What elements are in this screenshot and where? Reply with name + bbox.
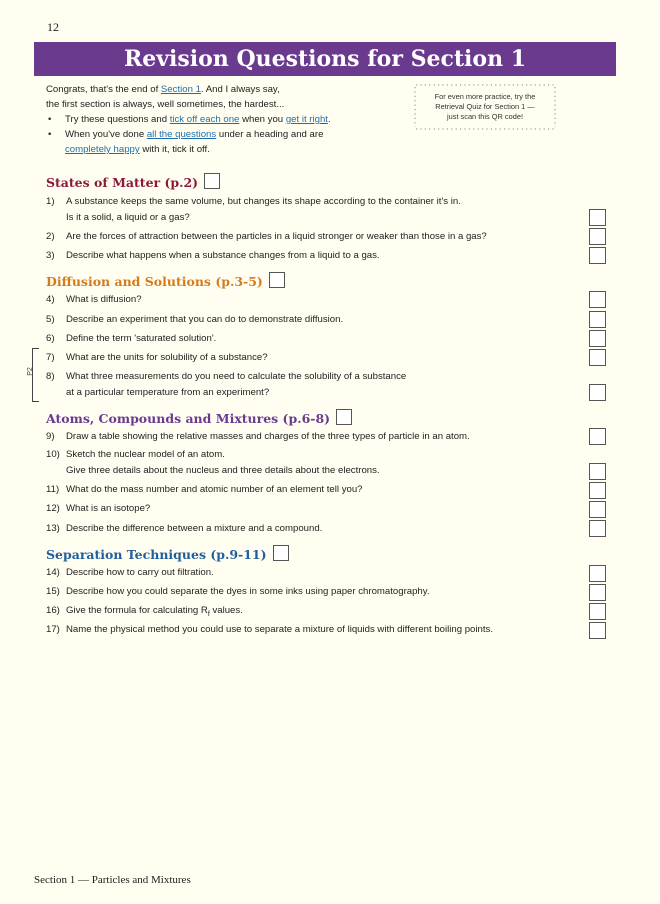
question-text: Sketch the nuclear model of an atom.: [66, 449, 225, 460]
question-number: 15): [46, 586, 60, 597]
question-text: Describe an experiment that you can do to demonstrate diffusion.: [66, 314, 344, 325]
page-number: 12: [47, 20, 59, 34]
question-5: [46, 312, 343, 328]
question-checkbox-17[interactable]: [589, 622, 606, 639]
question-text: What three measurements do you need to calculate the solubility of a substance: [66, 371, 407, 382]
completely-happy-link[interactable]: completely happy: [65, 144, 140, 155]
get-it-right-link[interactable]: get it right: [285, 114, 328, 125]
question-checkbox-4[interactable]: [589, 291, 606, 308]
tick-off-each-one-link[interactable]: tick off each one: [169, 114, 240, 125]
question-checkbox-1[interactable]: [589, 209, 606, 226]
section-heading-label: Separation Techniques (p.9-11): [46, 547, 267, 562]
bullet-1-b: when you: [239, 114, 286, 125]
bullet-2-c: with it, tick it off.: [139, 144, 210, 155]
question-number: 12): [46, 503, 60, 514]
question-checkbox-9[interactable]: [589, 428, 606, 445]
question-text-after: values.: [209, 605, 243, 616]
question-7: [46, 350, 268, 366]
question-12: [46, 501, 150, 517]
question-checkbox-14[interactable]: [589, 565, 606, 582]
question-text: Are the forces of attraction between the particles in a liquid stronger or weaker than those in a gas?: [66, 231, 487, 242]
question-9: [46, 429, 470, 445]
section-heading-diffusion-and-solutions: [46, 272, 285, 290]
question-number: 2): [46, 231, 55, 242]
qr-note-line-3: just scan this QR code!: [447, 112, 523, 121]
section-checkbox[interactable]: [204, 173, 220, 189]
bullet-1-a: Try these questions and: [65, 114, 170, 125]
question-text: What are the units for solubility of a substance?: [66, 352, 268, 363]
intro-text: [46, 82, 406, 157]
intro-line-1-a: Congrats, that's the end of: [46, 84, 161, 95]
question-checkbox-15[interactable]: [589, 584, 606, 601]
question-text: What do the mass number and atomic number of an element tell you?: [66, 484, 363, 495]
question-text: Describe the difference between a mixture and a compound.: [66, 523, 323, 534]
question-number: 3): [46, 250, 55, 261]
question-16: [46, 603, 243, 623]
intro-bullet-1: [46, 112, 406, 127]
section-heading-label: Diffusion and Solutions (p.3-5): [46, 274, 263, 289]
section-heading-states-of-matter: [46, 173, 220, 191]
question-number: 13): [46, 523, 60, 534]
question-text-line-2: Is it a solid, a liquid or a gas?: [66, 212, 190, 223]
question-11: [46, 482, 363, 498]
question-text-line-2: at a particular temperature from an experiment?: [66, 387, 270, 398]
section-heading-label: States of Matter (p.2): [46, 175, 199, 190]
question-13: [46, 521, 322, 537]
question-17: [46, 622, 493, 638]
question-number: 9): [46, 431, 55, 442]
all-the-questions-link[interactable]: all the questions: [146, 129, 217, 140]
intro-bullets: [46, 112, 406, 157]
question-checkbox-2[interactable]: [589, 228, 606, 245]
question-text: A substance keeps the same volume, but changes its shape according to the container it's in.: [66, 196, 461, 207]
bullet-2-b: under a heading and are: [216, 129, 324, 140]
page-footer: Section 1 — Particles and Mixtures: [34, 874, 191, 886]
page-title: Revision Questions for Section 1: [34, 42, 616, 76]
intro-line-1-b: . And I always say,: [200, 84, 280, 95]
question-15: [46, 584, 430, 600]
subscript-f: f: [207, 610, 210, 618]
question-number: 8): [46, 371, 55, 382]
section-1-link[interactable]: Section 1: [160, 84, 201, 95]
section-heading-label: Atoms, Compounds and Mixtures (p.6-8): [46, 411, 331, 426]
question-checkbox-16[interactable]: [589, 603, 606, 620]
question-number: 7): [46, 352, 55, 363]
question-number: 14): [46, 567, 60, 578]
margin-bracket-label: P2: [26, 367, 34, 376]
intro-bullet-2: [46, 127, 406, 157]
question-checkbox-3[interactable]: [589, 247, 606, 264]
section-checkbox[interactable]: [269, 272, 285, 288]
qr-note-line-1: For even more practice, try the: [434, 92, 536, 101]
question-checkbox-11[interactable]: [589, 482, 606, 499]
question-checkbox-5[interactable]: [589, 311, 606, 328]
question-checkbox-8[interactable]: [589, 384, 606, 401]
question-8: [46, 369, 406, 401]
question-checkbox-6[interactable]: [589, 330, 606, 347]
section-heading-separation-techniques: [46, 545, 289, 563]
question-4: [46, 292, 142, 308]
question-text: Draw a table showing the relative masses and charges of the three types of particle in an atom.: [66, 431, 470, 442]
question-number: 10): [46, 449, 60, 460]
question-number: 16): [46, 605, 60, 616]
question-checkbox-10[interactable]: [589, 463, 606, 480]
question-number: 17): [46, 624, 60, 635]
question-6: [46, 331, 216, 347]
question-text: Describe how to carry out filtration.: [66, 567, 214, 578]
bullet-2-a: When you've done: [65, 129, 147, 140]
question-number: 11): [46, 484, 60, 495]
question-2: [46, 229, 487, 245]
question-text: Give the formula for calculating R: [66, 605, 208, 616]
section-checkbox[interactable]: [336, 409, 352, 425]
intro-line-1: [46, 82, 406, 97]
qr-note-line-2: Retrieval Quiz for Section 1 —: [435, 102, 535, 111]
question-text: Describe how you could separate the dyes in some inks using paper chromatography.: [66, 586, 430, 597]
question-text: What is an isotope?: [66, 503, 151, 514]
question-checkbox-13[interactable]: [589, 520, 606, 537]
question-number: 4): [46, 294, 55, 305]
question-1: [46, 194, 461, 226]
qr-note-text: [420, 92, 550, 122]
question-number: 5): [46, 314, 55, 325]
qr-note: [412, 82, 558, 132]
question-text: Define the term 'saturated solution'.: [66, 333, 217, 344]
section-checkbox[interactable]: [273, 545, 289, 561]
section-heading-atoms-compounds-mixtures: [46, 409, 352, 427]
bullet-1-c: .: [327, 114, 331, 125]
question-checkbox-12[interactable]: [589, 501, 606, 518]
question-text: Describe what happens when a substance changes from a liquid to a gas.: [66, 250, 380, 261]
question-text: What is diffusion?: [66, 294, 142, 305]
question-10: [46, 447, 380, 479]
question-number: 1): [46, 196, 55, 207]
question-number: 6): [46, 333, 55, 344]
question-text: Name the physical method you could use to separate a mixture of liquids with different boiling points.: [66, 624, 493, 635]
question-3: [46, 248, 380, 264]
intro-line-2: the first section is always, well sometimes, the hardest...: [46, 99, 285, 110]
question-text-line-2: Give three details about the nucleus and three details about the electrons.: [66, 465, 380, 476]
question-checkbox-7[interactable]: [589, 349, 606, 366]
question-14: [46, 565, 214, 581]
